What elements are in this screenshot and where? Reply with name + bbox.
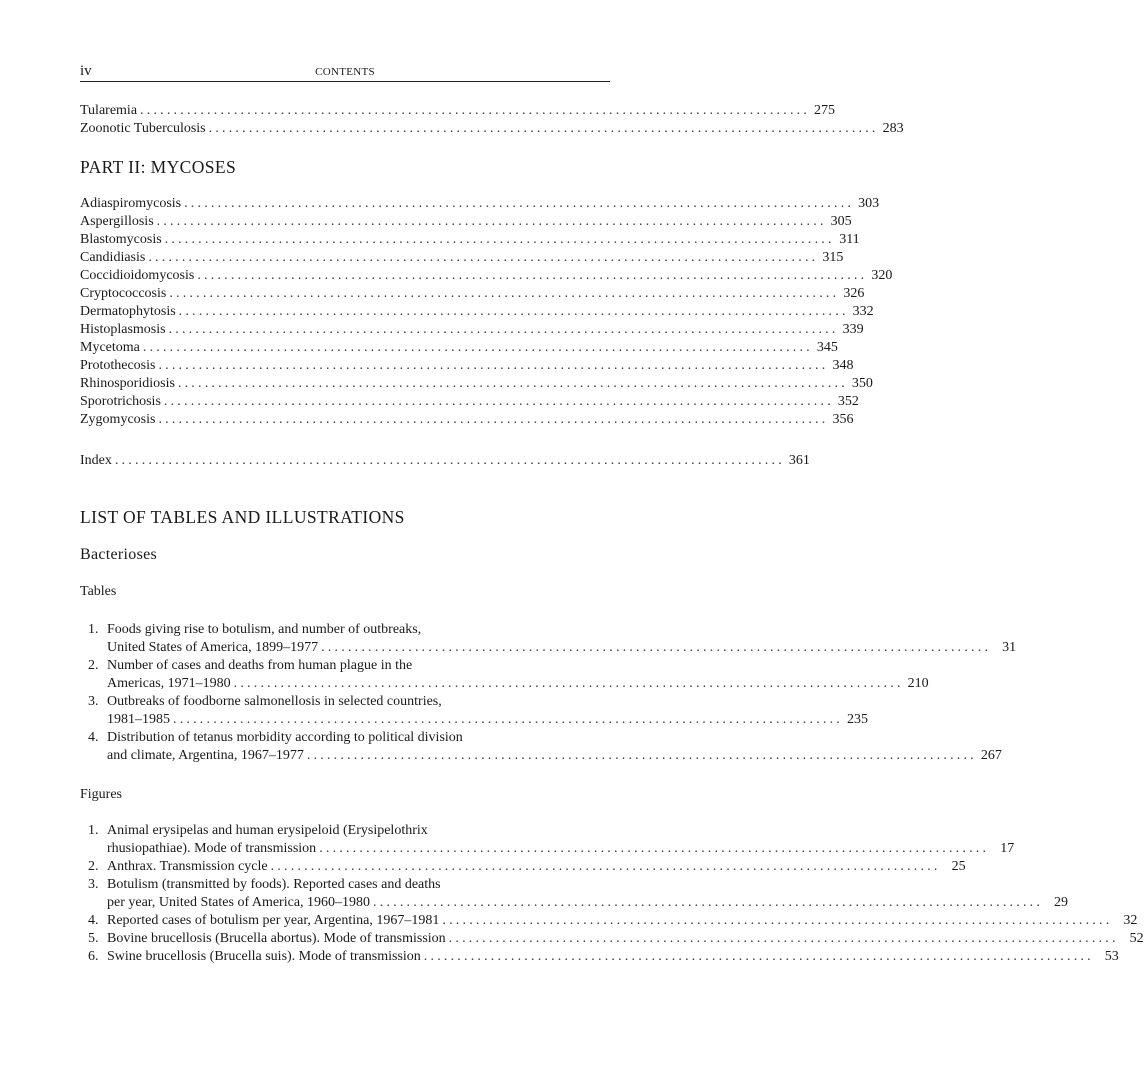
- item-title-line1: Swine brucellosis (Brucella suis). Mode of transmission: [107, 949, 421, 964]
- dot-leader: ....................................................................................................: [373, 895, 1044, 910]
- item-title-line1: Botulism (transmitted by foods). Reported cases and deaths: [107, 877, 441, 892]
- item-page: 25: [951, 859, 966, 874]
- toc-entry: [80, 231, 860, 249]
- item-number: 5.: [88, 931, 99, 946]
- toc-entry-page: 348: [832, 358, 854, 373]
- toc-entry-label: Index: [80, 453, 112, 468]
- toc-entry-label: Cryptococcosis: [80, 286, 167, 301]
- item-page: 32: [1123, 913, 1138, 928]
- dot-leader: ....................................................................................................: [156, 214, 827, 229]
- figures-label: Figures: [80, 787, 122, 802]
- item-title-line1: Outbreaks of foodborne salmonellosis in selected countries,: [107, 694, 442, 709]
- toc-entry-page: 283: [882, 121, 904, 136]
- toc-entry-page: 345: [816, 340, 838, 355]
- toc-entry-page: 332: [852, 304, 874, 319]
- toc-entry-page: 326: [843, 286, 865, 301]
- toc-entry-label: Dermatophytosis: [80, 304, 176, 319]
- toc-entry-label: Rhinosporidiosis: [80, 376, 175, 391]
- page-number: iv: [80, 63, 92, 79]
- toc-entry-page: 303: [858, 196, 880, 211]
- item-number: 6.: [88, 949, 99, 964]
- toc-entry: [80, 357, 854, 375]
- toc-entry-page: 315: [822, 250, 844, 265]
- toc-entry-index: [80, 452, 810, 470]
- toc-entry: [80, 213, 852, 231]
- toc-entry: [80, 411, 854, 429]
- table-list-item: [88, 657, 929, 693]
- toc-entry-page: 305: [830, 214, 852, 229]
- dot-leader: ....................................................................................................: [169, 286, 840, 301]
- dot-leader: ....................................................................................................: [448, 931, 1119, 946]
- toc-entry-page: 311: [839, 232, 860, 247]
- toc-entry-label: Sporotrichosis: [80, 394, 161, 409]
- toc-entry-page: 339: [842, 322, 864, 337]
- dot-leader: ....................................................................................................: [168, 322, 839, 337]
- dot-leader: ....................................................................................................: [319, 841, 990, 856]
- toc-entry: [80, 249, 844, 267]
- item-number: 2.: [88, 859, 99, 874]
- figure-list-item: [88, 858, 966, 876]
- toc-entry: [80, 102, 836, 120]
- toc-entry: [80, 285, 865, 303]
- item-number: 4.: [88, 730, 99, 745]
- item-title-line2: per year, United States of America, 1960–1980: [107, 895, 371, 910]
- item-number: 3.: [88, 694, 99, 709]
- dot-leader: ....................................................................................................: [114, 453, 785, 468]
- toc-entry: [80, 321, 864, 339]
- item-title-line2: and climate, Argentina, 1967–1977: [107, 748, 304, 763]
- figure-list-item: [88, 948, 1119, 966]
- dot-leader: ....................................................................................................: [173, 712, 843, 727]
- running-header: [80, 63, 610, 82]
- dot-leader: ....................................................................................................: [158, 412, 829, 427]
- table-list-item: [88, 729, 1002, 765]
- dot-leader: ....................................................................................................: [164, 232, 835, 247]
- toc-entry: [80, 375, 873, 393]
- item-title-line1: Foods giving rise to botulism, and number of outbreaks,: [107, 622, 422, 637]
- dot-leader: ....................................................................................................: [233, 676, 904, 691]
- dot-leader: ....................................................................................................: [423, 949, 1094, 964]
- item-title-line1: Animal erysipelas and human erysipeloid (Erysipelothrix: [107, 823, 428, 838]
- item-title-line2: 1981–1985: [107, 712, 170, 727]
- tables-label: Tables: [80, 584, 117, 599]
- toc-entry-page: 350: [851, 376, 873, 391]
- item-title-line2: United States of America, 1899–1977: [107, 640, 319, 655]
- dot-leader: ....................................................................................................: [142, 340, 813, 355]
- dot-leader: ....................................................................................................: [177, 376, 848, 391]
- toc-entry-page: 320: [871, 268, 893, 283]
- toc-entry: [80, 120, 904, 138]
- dot-leader: ....................................................................................................: [270, 859, 941, 874]
- dot-leader: ....................................................................................................: [306, 748, 977, 763]
- item-title-line2: rhusiopathiae). Mode of transmission: [107, 841, 317, 856]
- running-title: CONTENTS: [315, 66, 375, 78]
- toc-entry-label: Adiaspiromycosis: [80, 196, 182, 211]
- toc-entry-label: Zygomycosis: [80, 412, 156, 427]
- item-page: 235: [847, 712, 868, 727]
- dot-leader: ....................................................................................................: [197, 268, 868, 283]
- figure-list-item: [88, 912, 1138, 930]
- toc-entry-label: Protothecosis: [80, 358, 156, 373]
- item-page: 210: [907, 676, 929, 691]
- item-number: 1.: [88, 823, 99, 838]
- item-page: 52: [1129, 931, 1144, 946]
- item-title-line1: Anthrax. Transmission cycle: [107, 859, 268, 874]
- list-heading: LIST OF TABLES AND ILLUSTRATIONS: [80, 507, 405, 527]
- item-page: 53: [1104, 949, 1119, 964]
- item-number: 4.: [88, 913, 99, 928]
- item-number: 3.: [88, 877, 99, 892]
- item-number: 1.: [88, 622, 99, 637]
- dot-leader: ....................................................................................................: [140, 103, 811, 118]
- toc-entry-label: Histoplasmosis: [80, 322, 166, 337]
- toc-entry-label: Zoonotic Tuberculosis: [80, 121, 206, 136]
- toc-entry: [80, 339, 838, 357]
- toc-entry-label: Tularemia: [80, 103, 138, 118]
- dot-leader: ....................................................................................................: [158, 358, 829, 373]
- dot-leader: ....................................................................................................: [208, 121, 879, 136]
- toc-entry-page: 352: [837, 394, 859, 409]
- item-title-line2: Americas, 1971–1980: [107, 676, 231, 691]
- figure-list-item: [88, 876, 1069, 912]
- figure-list-item: [88, 930, 1144, 948]
- dot-leader: ....................................................................................................: [178, 304, 849, 319]
- toc-entry: [80, 195, 880, 213]
- item-number: 2.: [88, 658, 99, 673]
- item-title-line1: Reported cases of botulism per year, Argentina, 1967–1981: [107, 913, 440, 928]
- toc-entry: [80, 303, 874, 321]
- item-title-line1: Distribution of tetanus morbidity according to political division: [107, 730, 463, 745]
- dot-leader: ....................................................................................................: [442, 913, 1113, 928]
- table-list-item: [88, 693, 868, 729]
- item-page: 31: [1002, 640, 1017, 655]
- table-list-item: [88, 621, 1017, 657]
- item-title-line1: Number of cases and deaths from human plague in the: [107, 658, 413, 673]
- section-heading: Bacterioses: [80, 546, 158, 563]
- item-page: 17: [1000, 841, 1015, 856]
- dot-leader: ....................................................................................................: [184, 196, 855, 211]
- toc-entry-label: Coccidioidomycosis: [80, 268, 195, 283]
- item-page: 29: [1054, 895, 1069, 910]
- dot-leader: ....................................................................................................: [148, 250, 819, 265]
- item-page: 267: [980, 748, 1002, 763]
- toc-entry: [80, 267, 893, 285]
- part-heading: PART II: MYCOSES: [80, 157, 237, 177]
- dot-leader: ....................................................................................................: [163, 394, 834, 409]
- figure-list-item: [88, 822, 1015, 858]
- item-title-line1: Bovine brucellosis (Brucella abortus). Mode of transmission: [107, 931, 446, 946]
- dot-leader: ....................................................................................................: [321, 640, 992, 655]
- toc-entry: [80, 393, 859, 411]
- toc-entry-label: Blastomycosis: [80, 232, 162, 247]
- toc-entry-page: 275: [814, 103, 836, 118]
- toc-entry-label: Candidiasis: [80, 250, 146, 265]
- toc-entry-label: Mycetoma: [80, 340, 140, 355]
- toc-entry-page: 361: [788, 453, 810, 468]
- toc-entry-page: 356: [832, 412, 854, 427]
- toc-entry-label: Aspergillosis: [80, 214, 154, 229]
